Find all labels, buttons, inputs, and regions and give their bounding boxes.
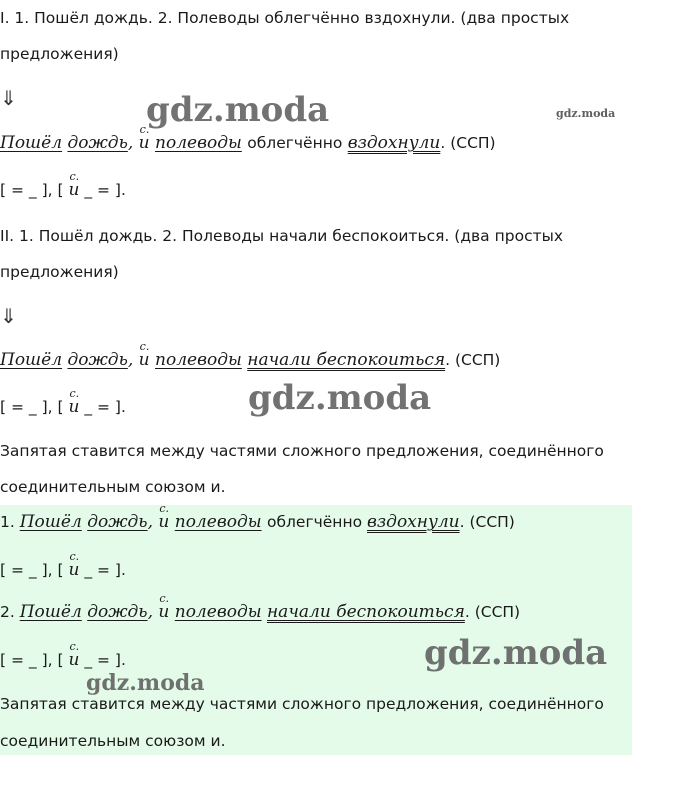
item-number: 2.: [0, 603, 15, 621]
conjunction-text: и: [138, 133, 150, 153]
scheme-conjunction: [68, 640, 80, 670]
down-arrow-icon: ⇓: [0, 86, 17, 110]
sentence-word: облегчённо: [247, 134, 343, 152]
comma: ,: [127, 350, 134, 370]
sentence-subject: Пошёл: [19, 512, 82, 532]
sentence-subject: полеводы: [174, 512, 262, 532]
watermark-logo: gdz.moda: [248, 378, 432, 418]
conjunction-text: и: [68, 397, 80, 417]
conjunction-text: и: [158, 602, 170, 622]
conjunction-mark: с.: [69, 550, 80, 563]
explanation-line2: соединительным союзом и.: [0, 478, 226, 496]
conjunction-mark: с.: [139, 123, 150, 136]
sentence-end: . (ССП): [445, 351, 501, 369]
comma: ,: [127, 133, 134, 153]
sentence-subject: полеводы: [155, 133, 242, 153]
sentence-subject: Пошёл: [0, 133, 63, 153]
conjunction-mark: с.: [159, 502, 170, 515]
comma: ,: [147, 602, 153, 622]
conjunction: [138, 123, 150, 153]
answer-item1: [0, 502, 515, 532]
part1-text-line2: предложения): [0, 45, 119, 63]
sentence-word: дождь: [87, 512, 148, 532]
sentence-predicate: начали беспокоиться: [266, 602, 465, 622]
conjunction-mark: с.: [159, 592, 170, 605]
conjunction-mark: с.: [69, 640, 80, 653]
scheme-part: _ = ].: [84, 181, 126, 199]
conjunction: [158, 592, 170, 622]
explanation-line1: Запятая ставится между частями сложного предложения, соединённого: [0, 442, 604, 460]
scheme-part: [ = _ ], [: [0, 651, 64, 669]
sentence-word: дождь: [87, 602, 148, 622]
sentence-word: облегчённо: [266, 513, 363, 531]
part1-sentence: [0, 123, 496, 153]
sentence-end: . (ССП): [459, 513, 515, 531]
answer-explanation-line1: Запятая ставится между частями сложного предложения, соединённого: [0, 695, 604, 713]
conjunction-text: и: [68, 180, 80, 200]
part2-scheme: [0, 387, 126, 417]
scheme-part: [ = _ ], [: [0, 181, 64, 199]
comma: ,: [147, 512, 153, 532]
conjunction-text: и: [68, 650, 80, 670]
answer-explanation-line2: соединительным союзом и.: [0, 732, 226, 750]
answer-item2: [0, 592, 521, 622]
scheme-conjunction: [68, 550, 80, 580]
scheme-part: [ = _ ], [: [0, 398, 64, 416]
sentence-word: дождь: [67, 350, 128, 370]
conjunction-mark: с.: [69, 387, 80, 400]
conjunction: [138, 340, 150, 370]
scheme-conjunction: [68, 387, 80, 417]
sentence-subject: Пошёл: [0, 350, 63, 370]
sentence-subject: полеводы: [174, 602, 262, 622]
part2-sentence: [0, 340, 501, 370]
sentence-subject: полеводы: [155, 350, 242, 370]
part2-text-line1: II. 1. Пошёл дождь. 2. Полеводы начали беспокоиться. (два простых: [0, 227, 564, 245]
conjunction-text: и: [68, 560, 80, 580]
watermark-logo: gdz.moda: [146, 90, 330, 130]
conjunction-mark: с.: [139, 340, 150, 353]
conjunction-mark: с.: [69, 170, 80, 183]
conjunction: [158, 502, 170, 532]
sentence-predicate: вздохнули: [367, 512, 460, 532]
sentence-predicate: начали беспокоиться: [247, 350, 446, 370]
conjunction-text: и: [158, 512, 170, 532]
watermark-logo: gdz.moda: [556, 107, 616, 120]
item-number: 1.: [0, 513, 15, 531]
scheme-part: [ = _ ], [: [0, 561, 64, 579]
scheme-part: _ = ].: [84, 651, 126, 669]
sentence-subject: Пошёл: [19, 602, 82, 622]
watermark-logo: gdz.moda: [86, 670, 205, 696]
sentence-end: . (ССП): [464, 603, 521, 621]
sentence-word: дождь: [67, 133, 128, 153]
answer-block: [0, 505, 632, 755]
sentence-predicate: вздохнули: [347, 133, 441, 153]
scheme-part: _ = ].: [84, 561, 126, 579]
scheme-part: _ = ].: [84, 398, 126, 416]
conjunction-text: и: [138, 350, 150, 370]
scheme-conjunction: [68, 170, 80, 200]
part1-scheme: [0, 170, 126, 200]
part1-text-line1: I. 1. Пошёл дождь. 2. Полеводы облегчённо вздохнули. (два простых: [0, 9, 570, 27]
answer-scheme2: [0, 640, 126, 670]
sentence-end: . (ССП): [440, 134, 496, 152]
part2-text-line2: предложения): [0, 263, 119, 281]
down-arrow-icon: ⇓: [0, 304, 17, 328]
watermark-logo: gdz.moda: [424, 633, 608, 673]
answer-scheme1: [0, 550, 126, 580]
